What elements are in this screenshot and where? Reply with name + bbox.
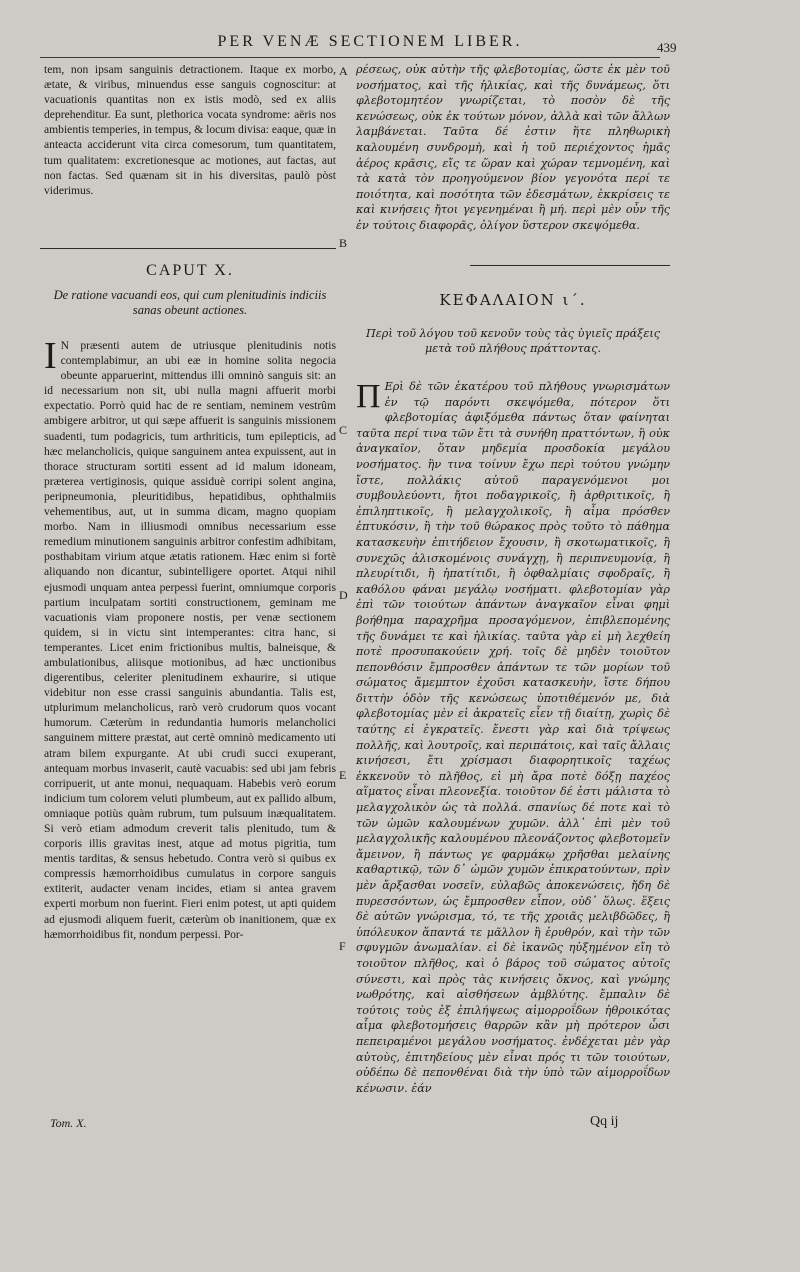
- signature-mark: Qq ij: [590, 1114, 619, 1129]
- latin-dropcap: I: [44, 335, 57, 377]
- latin-section-rule: [40, 248, 336, 249]
- greek-dropcap: Π: [356, 378, 381, 415]
- margin-letter-e: E: [339, 768, 347, 782]
- greek-body-paragraph: [356, 379, 670, 1096]
- greek-chapter-title: ΚΕΦΑΛΑΙΟΝ ι΄.: [439, 291, 587, 309]
- margin-letter-b: B: [339, 236, 348, 250]
- latin-chapter-title: CAPUT X.: [146, 262, 234, 279]
- latin-intro-text: tem, non ipsam sanguinis detractionem. Itaque ex morbo, ætate, & viribus, minuendus esse sanguis cognoscitur: at vacuationis quantitas non ex istis modò, sed ex aliis deprehenditur. Ea sunt, plethorica vocata syndrome: aëris nos ambientis temperies, in tempus, & locum divisa: eaque, quæ in anteacta acciderunt vita circa comesorum, tum quantitatem, tum qualitatem: excretionesque ac motiones, aut factas, aut non factas. Sed quænam sit in his diversitas, paulò pòst viderimus.: [44, 63, 336, 197]
- greek-body-text: Ερὶ δὲ τῶν ἑκατέρου τοῦ πλήθους γνωρισμάτων ἐν τῷ παρόντι σκεψόμεθα, πότερον ὅτι φλεβοτομίας ἀφιξόμεθα πάντως ὅταν φαίνηται ταῦτα περί τινα τῶν ἔτι τὰ συνήθη πραττόντων, ἢ οὐκ ἀναγκαῖον, ὅταν μηδεμία προσδοκία μεγάλου νοσήματος. ἣν τινα τοίνυν ἔχω περὶ τούτου γνώμην ἴστε, πολλάκις αὐτοῦ παραγενόμενοι μοι συμβουλεύοντι, ἤτοι ποδαγρικοῖς, ἢ ἀρθριτικοῖς, ἢ ἐπιληπτικοῖς, ἢ μελαγχολικοῖς, ἢ αἷμα πρόσθεν ἐπτυκόσιν, ἢ τὴν τοῦ θώρακος πρὸς τοῦτο τὸ πάθημα κατασκευὴν ἐπιτήδειον ἔχουσιν, ἢ σκοτωματικοῖς, ἢ συνεχῶς ἁλισκομένοις συνάγχῃ, ἢ περιπνευμονίᾳ, ἢ πλευρίτιδι, ἢ ἡπατίτιδι, ἢ ὀφθαλμίαις σφοδραῖς, ἢ καθόλου φάναι μεγάλῳ νοσήματι. φλεβοτομίαν γὰρ ἐπὶ τῶν τοιούτων ἁπάντων ἀναγκαῖον εἶναι φημὶ βοήθημα παραχρῆμα προσαγόμενον, ἐπιβλεπομένης τῆς δυνάμει τε καὶ ἡλικίας. ταῦτα γὰρ εἰ μὴ λεχθείη ποτὲ προσυπακούειν χρή. τοῖς δὲ μηδὲν τοιοῦτον πεπονθόσιν ἔμπροσθεν ἁπάντων τε τῶν μορίων τοῦ σώματος ἄμεμπτον ἐχοῦσι κατασκευὴν, ἴστε δήπου διττὴν ὁδὸν τῆς κενώσεως ὑποτιθέμενόν με, διὰ φλεβοτομίας μὲν εἰ ἀκρατεῖς εἶεν τῇ διαίτῃ, χωρὶς δὲ ταύτης εἰ ἐγκρατεῖς. ἔνεστι γὰρ καὶ διὰ τρίψεως πολλῆς, καὶ λουτροῖς, καὶ περιπάτοις, καὶ ταῖς ἄλλαις κινήσεσι, ἔτι χρίσμασι διαφορητικοῖς ταχέως ἐκκενοῦν τὸ πλῆθος, εἰ μὴ ἄρα ποτὲ δόξῃ παχέος αἵματος εἶναι πλεονεξία. τοιοῦτον δέ ἐστι μάλιστα τὸ μελαγχολικὸν ὡς τὰ πολλά. σπανίως δέ ποτε καὶ τὸ τῶν ὠμῶν καλουμένων χυμῶν. ἀλλ᾽ ἐπὶ μὲν τοῦ μελαγχολικῆς καλουμένου πλεονάζοντος φλεβοτομεῖν ἄμεινον, ἢ πάντως γε φαρμάκῳ χρῆσθαι μελαίνης καθαρτικῷ, τῶν δ᾽ ὠμῶν χυμῶν ἐπικρατούντων, πρὶν μὲν ἄρξασθαι νοσεῖν, εὐλαβῶς ἀποκενώσεις, ἤδη δὲ πυρεσσόντων, ὡς ἔμπροσθεν εἶπον, οὐδ᾽ ὅλως. ἕξεις δὲ αὐτῶν γνώρισμα, τό, τε τῆς χροιᾶς μελιβδῶδες, ἢ ὑπόλευκον ἅπαντά τε μᾶλλον ἢ ἐρυθρόν, καὶ τὴν τῶν σφυγμῶν ἀνωμαλίαν. εἰ δὲ ἱκανῶς ηὐξημένον εἴη τὸ τοιοῦτον πλῆθος, καὶ ὁ βάρος τοῦ σώματος αὐτοῖς σύνεστι, καὶ πρὸς τὰς κινήσεις ὄκνος, καὶ γνώμης νωθρότης, καὶ αἰσθήσεων ἀμβλύτης. ἔμπαλιν δὲ τούτοις τοὺς ἐξ ἐπιλήψεως αἱμορροΐδων ἠθροικότας αἷμα φλεβοτομήσεις θαρρῶν κἂν μὴ πρότερον ὦσι πεπειραμένοι μεγάλου νοσήματος. ἐνδέχεται μὲν γὰρ αὐτοὺς, ἐπιτηδείους μὲν εἶναι πρός τι τῶν τοιούτων, οὐδέπω δὲ πεπονθέναι διὰ τὴν ὑπὸ τῶν αἱμορροΐδων κένωσιν. ἐάν: [356, 380, 670, 1095]
- margin-letter-d: D: [339, 588, 348, 602]
- greek-intro-paragraph: [356, 62, 670, 234]
- latin-body-paragraph: [44, 335, 336, 942]
- latin-body-text: N præsenti autem de utriusque plenitudinis notis contemplabimur, an ubi eæ in homine solita negocia obeunte apparuerint, mittendus illi omninò sanguis sit: an id necessarium non sit, ubi nulla magni affuerit morbi expectatio. Porrò quid hac de re sentiam, neminem vestrûm ambigere arbitror, ut qui sæpe affuerit is sanguinis missionem suadenti, tum podagricis, tum arthriticis, tum epilepticis, ad hæc melancholicis, quique sanguinem antea expuissent, aut in thorace structuram sortiti essent ad id malum idoneam, præterea vertiginosis, quique assiduè corripi solent angina, peripneumonia, pleuritidibus, hepatidibus, ophthalmiis vehementibus, aut, ut in summa dicam, magno quopiam morbo. Nam in illiusmodi omnibus necessarium esse remedium minutionem sanguinis arbitror confestim adhibitam, posthabitam virium atque ætatis rationem. Hæc enim si fortè aliquando non dicantur, subintelligere oportet. Atqui nihil ejusmodi unquam antea perpessi fuerint, omniumque corporis partium inculpatam sortiti constructionem, geminam me vacuationis viam proponere nostis, per venæ sectionem quidem, si in victu sint intemperantes: citra hanc, si temperantes. Licet enim frictionibus multis, balneisque, & ambulationibus, aliisque motionibus, ad hæc unctionibus digerentibus, celeriter plenitudinem exhaurire, si utique videbitur non esse crassi sanguinis abundantia. Talis est, utplurimum melancholicus, rarò verò crudorum quos vocant humorum. Cæterùm in redundantia humoris melancholici sanguinem mittere præstat, aut certè omninò medicamento uti atram bilem expurgante. At ubi crudi succi exuperant, antequam morbus invaserit, cautè vacuabis: sed ubi jam febris corripuerit, ut ante monui, nequaquam. Habebis verò eorum indicium tum colorem veluti plumbeum, aut ex pallido album, omniaque potiùs quàm rubrum, tum pulsuum inæqualitatem. Si verò etiam admodum creverit talis plenitudo, tum & corporis illis gravitas inest, atque ad motus pigritia, tum mentis tarditas, & sensus hebetudo. Contra verò si quibus ex compressis hæmorrhoidibus cumulatus in corpore sanguis extiterit, audacter venam incides, etiam si antea gravem experti morbum non fuerint. Fieri enim potest, ut apti quidem ad ejusmodi aliquem fuerit, cæterùm ob inanitionem, quæ ex hæmorrhoidibus fit, nondum perpessi. Por-: [44, 339, 336, 941]
- header-rule: [40, 57, 660, 58]
- greek-intro-text: ρέσεως, οὐκ αὐτὴν τῆς φλεβοτομίας, ὥστε ἐκ μὲν τοῦ νοσήματος, καὶ τῆς ἡλικίας, καὶ τῆς δυνάμεως, ὅτι φλεβοτομητέον γνωρίζεται, τὸ ποσὸν δὲ τῆς κενώσεως, οὐκ ἐκ τούτων μόνον, ἀλλὰ καὶ τῶν ἄλλων λαμβάνεται. Ταῦτα δέ ἐστιν ἥτε πληθωρικὴ καλουμένη συνδρομὴ, καὶ ἡ τοῦ περιέχοντος ἡμᾶς ἀέρος κρᾶσις, εἴς τε ὥραν καὶ χώραν τεμνομένη, καὶ τὰ κατὰ τὸν προηγούμενον βίον γεγονότα περί τε ποιότητα, καὶ ποσότητα τῶν ἐδεσμάτων, ἐκκρίσεις τε καὶ κινήσεις ἤτοι γεγενημέναι ἢ μή. περὶ μὲν οὖν τῆς ἐν τούτοις διαφορᾶς, ὀλίγον ὕστερον σκεψόμεθα.: [356, 63, 670, 232]
- running-title: PER VENÆ SECTIONEM LIBER.: [217, 33, 523, 50]
- margin-letter-c: C: [339, 423, 348, 437]
- volume-label: Tom. X.: [50, 1116, 87, 1130]
- latin-chapter-subtitle: De ratione vacuandi eos, qui cum plenitudinis indiciis sanas obeunt actiones.: [53, 288, 327, 317]
- margin-letter-a: A: [339, 64, 348, 78]
- page-number: 439: [657, 40, 677, 55]
- greek-chapter-subtitle: Περὶ τοῦ λόγου τοῦ κενοῦν τοὺς τὰς ὑγιεῖς πράξεις μετὰ τοῦ πλήθους πράττοντας.: [366, 327, 660, 355]
- greek-section-rule: [470, 265, 670, 266]
- latin-intro-paragraph: [44, 62, 336, 198]
- margin-letter-f: F: [339, 939, 346, 953]
